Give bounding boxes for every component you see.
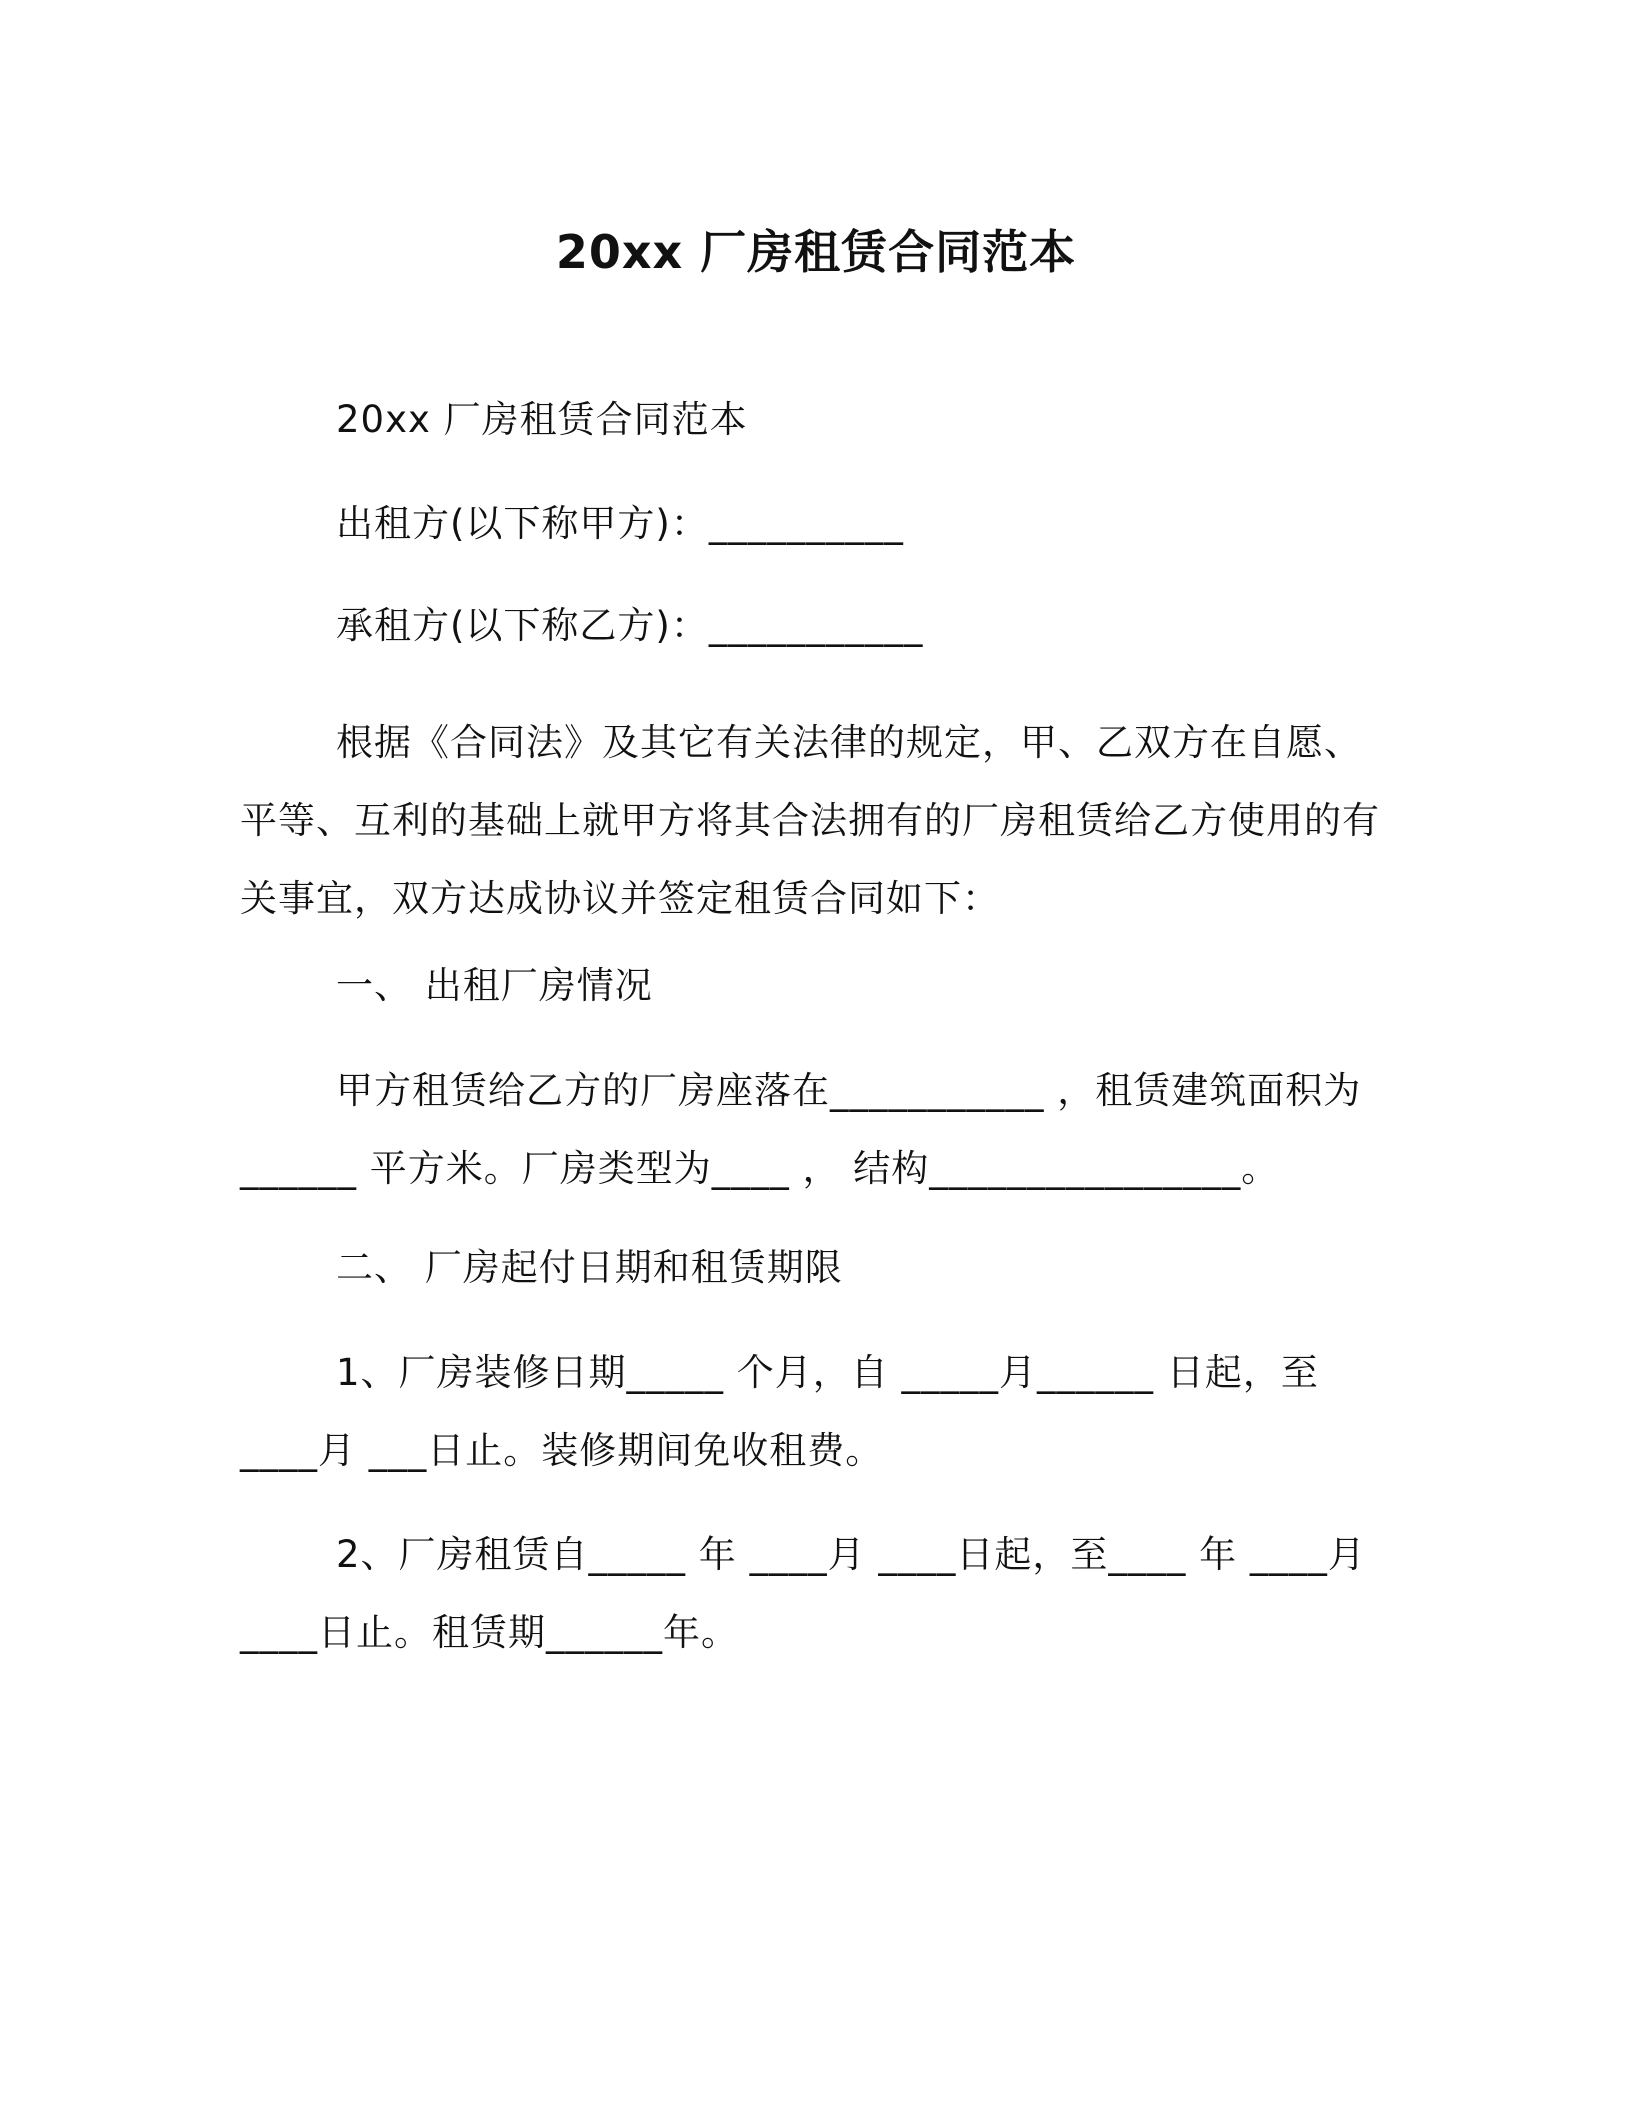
section-2-item-1: 1、厂房装修日期_____ 个月，自 _____月______ 日起，至____月 ___日止。装修期间免收租费。 — [240, 1351, 1319, 1472]
document-subtitle: 20xx 厂房租赁合同范本 — [336, 398, 748, 441]
preamble-paragraph: 根据《合同法》及其它有关法律的规定，甲、乙双方在自愿、平等、互利的基础上就甲方将其合法拥有的厂房租赁给乙方使用的有关事宜，双方达成协议并签定租赁合同如下： — [240, 721, 1380, 920]
document-title: 20xx 厂房租赁合同范本 — [555, 225, 1077, 279]
section-1-heading: 一、 出租厂房情况 — [336, 964, 653, 1007]
lessor-line: 出租方(以下称甲方)：__________ — [336, 502, 904, 545]
section-1-paragraph: 甲方租赁给乙方的厂房座落在___________ ，租赁建筑面积为______ 平方米。厂房类型为____ ， 结构________________。 — [240, 1069, 1362, 1190]
section-2-item-2: 2、厂房租赁自_____ 年 ____月 ____日起，至____ 年 ____月____日止。租赁期______年。 — [240, 1533, 1366, 1654]
lessee-line: 承租方(以下称乙方)：___________ — [336, 604, 924, 647]
section-2-heading: 二、 厂房起付日期和租赁期限 — [336, 1246, 843, 1289]
